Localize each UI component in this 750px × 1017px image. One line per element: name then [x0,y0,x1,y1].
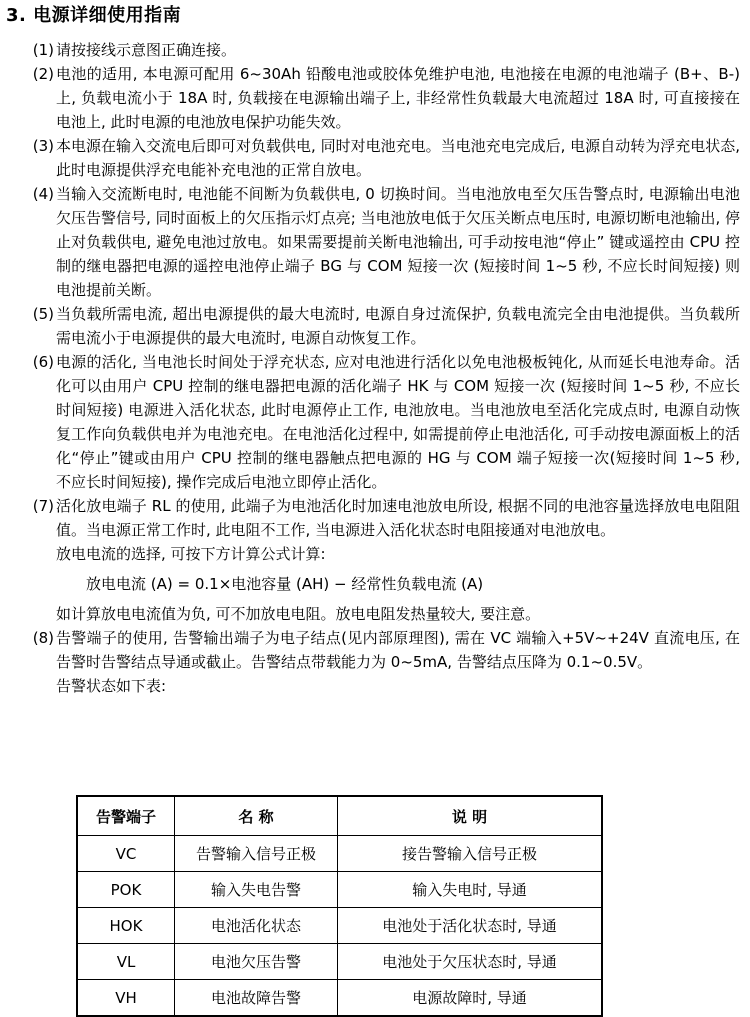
table-row [77,836,602,872]
cell-description: 电池处于活化状态时, 导通 [338,908,603,944]
cell-terminal: VL [77,944,175,980]
table-header-row [77,796,602,836]
header-terminal: 告警端子 [77,796,175,836]
table-row [77,944,602,980]
item-number: (3) [32,137,54,155]
cell-terminal: VH [77,980,175,1017]
cell-terminal: POK [77,872,175,908]
discharge-formula: 放电电流 (A) = 0.1×电池容量 (AH) − 经常性负载电流 (A) [86,575,484,593]
cell-name: 输入失电告警 [175,872,338,908]
list-item [32,62,740,134]
formula-note: 如计算放电电流值为负, 可不加放电电阻。放电电阻发热量较大, 要注意。 [56,605,541,623]
cell-name: 电池故障告警 [175,980,338,1017]
table-row [77,980,602,1017]
cell-terminal: HOK [77,908,175,944]
list-item [32,350,740,494]
item-text: 活化放电端子 RL 的使用, 此端子为电池活化时加速电池放电所设, 根据不同的电池容量选择放电电阻阻值。当电源正常工作时, 此电阻不工作, 当电源进入活化状态时电阻接通对电池放电。 [56,497,740,539]
item-number: (6) [32,353,54,371]
list-item [32,302,740,350]
item-text: 告警端子的使用, 告警输出端子为电子结点(见内部原理图), 需在 VC 端输入+5V~+24V 直流电压, 在告警时告警结点导通或截止。告警结点带载能力为 0~5mA, 告警结点压降为 0.1~0.5V。 [56,629,740,671]
cell-terminal: VC [77,836,175,872]
list-item [32,38,740,62]
cell-description: 电池处于欠压状态时, 导通 [338,944,603,980]
item-text: 当负载所需电流, 超出电源提供的最大电流时, 电源自身过流保护, 负载电流完全由电池提供。当负载所需电流小于电源提供的最大电流时, 电源自动恢复工作。 [56,305,740,347]
cell-name: 电池活化状态 [175,908,338,944]
cell-description: 输入失电时, 导通 [338,872,603,908]
list-item [32,182,740,302]
item-number: (2) [32,65,54,83]
formula-intro: 放电电流的选择, 可按下方计算公式计算: [56,545,326,563]
item-text: 本电源在输入交流电后即可对负载供电, 同时对电池充电。当电池充电完成后, 电源自动转为浮充电状态, 此时电源提供浮充电能补充电池的正常自放电。 [56,137,740,179]
item-number: (8) [32,629,54,647]
cell-name: 电池欠压告警 [175,944,338,980]
table-intro: 告警状态如下表: [56,677,167,695]
cell-description: 接告警输入信号正极 [338,836,603,872]
table-row [77,908,602,944]
instruction-list [32,38,740,698]
list-item-alarm-terminal [32,626,740,698]
item-text: 电池的适用, 本电源可配用 6~30Ah 铅酸电池或胶体免维护电池, 电池接在电源的电池端子 (B+、B-) 上, 负载电流小于 18A 时, 负载接在电源输出端子上, 非经常性负载最大电流超过 18A 时, 可直接接在电池上, 此时电源的电池放电保护功能失效。 [56,65,740,131]
list-item-discharge-terminal [32,494,740,626]
list-item [32,134,740,182]
alarm-table-container [76,795,603,1017]
header-description: 说 明 [338,796,603,836]
item-text: 当输入交流断电时, 电池能不间断为负载供电, 0 切换时间。当电池放电至欠压告警点时, 电源输出电池欠压告警信号, 同时面板上的欠压指示灯点亮; 当电池放电低于欠压关断点电压时, 电源切断电池输出, 停止对负载供电, 避免电池过放电。如果需要提前关断电池输出, 可手动按电池“停止” 键或遥控由 CPU 控制的继电器把电源的遥控电池停止端子 BG 与 COM 短接一次 (短接时间 1~5 秒, 不应长时间短接) 则电池提前关断。 [56,185,740,299]
cell-description: 电源故障时, 导通 [338,980,603,1017]
item-number: (4) [32,185,54,203]
cell-name: 告警输入信号正极 [175,836,338,872]
table-row [77,872,602,908]
header-name: 名 称 [175,796,338,836]
item-number: (1) [32,41,54,59]
item-number: (5) [32,305,54,323]
item-text: 请按接线示意图正确连接。 [56,41,237,59]
section-title: 3. 电源详细使用指南 [6,5,182,26]
alarm-status-table [76,795,603,1017]
item-number: (7) [32,497,54,515]
item-text: 电源的活化, 当电池长时间处于浮充状态, 应对电池进行活化以免电池极板钝化, 从而延长电池寿命。活化可以由用户 CPU 控制的继电器把电源的活化端子 HK 与 COM 短接一次 (短接时间 1~5 秒, 不应长时间短接) 电源进入活化状态, 此时电源停止工作, 电池放电。当电池放电至活化完成点时, 电源自动恢复工作向负载供电并为电池充电。在电池活化过程中, 如需提前停止电池活化, 可手动按电源面板上的活化“停止”键或由用户 CPU 控制的继电器触点把电源的 HG 与 COM 端子短接一次(短接时间 1~5 秒, 不应长时间短接), 操作完成后电池立即停止活化。 [56,353,740,491]
